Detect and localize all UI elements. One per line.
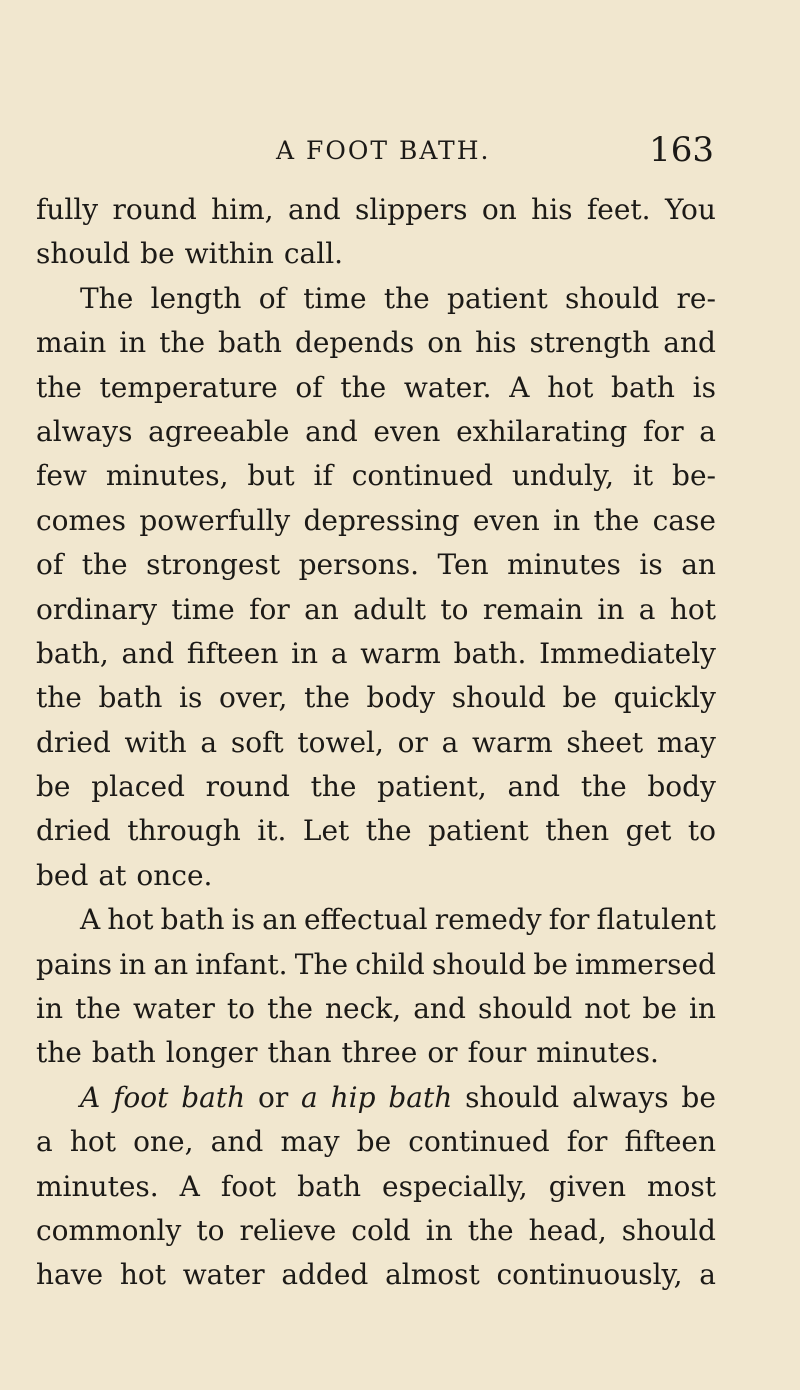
text-line: comes powerfully depressing even in the case xyxy=(36,503,716,537)
text-line: have hot water added almost continuously, a xyxy=(36,1258,716,1292)
text-line: The length of time the patient should re- xyxy=(80,281,716,315)
text-line: the temperature of the water. A hot bath is xyxy=(36,370,716,404)
text-line: the bath longer than three or four minutes. xyxy=(36,1036,659,1070)
text-line: bed at once. xyxy=(36,858,213,892)
text-line: A hot bath is an effectual remedy for flatulent xyxy=(80,903,716,937)
text-line: always agreeable and even exhilarating for a xyxy=(36,414,716,448)
text-line: few minutes, but if continued unduly, it be- xyxy=(36,459,716,493)
text-line: in the water to the neck, and should not be in xyxy=(36,992,716,1026)
text-line: of the strongest persons. Ten minutes is an xyxy=(36,548,716,582)
text-line: be placed round the patient, and the body xyxy=(36,770,716,804)
body-text xyxy=(36,188,716,1298)
text-line: dried through it. Let the patient then get to xyxy=(36,814,716,848)
text-line: ordinary time for an adult to remain in a hot xyxy=(36,592,716,626)
text-line: main in the bath depends on his strength and xyxy=(36,326,716,360)
text-line: fully round him, and slippers on his feet. You xyxy=(36,193,716,226)
text-line: dried with a soft towel, or a warm sheet may xyxy=(36,725,716,759)
text-line: pains in an infant. The child should be immersed xyxy=(36,947,716,981)
text-line: A foot bath or a hip bath should always be xyxy=(80,1080,716,1114)
text-line: a hot one, and may be continued for fifteen xyxy=(36,1125,716,1159)
text-line: minutes. A foot bath especially, given most xyxy=(36,1169,716,1203)
page-number: 163 xyxy=(649,130,714,170)
text-line: the bath is over, the body should be quickly xyxy=(36,681,716,715)
text-line: commonly to relieve cold in the head, should xyxy=(36,1213,716,1247)
running-head: A FOOT BATH. xyxy=(276,136,491,165)
page-header xyxy=(36,130,714,174)
text-line: should be within call. xyxy=(36,237,344,271)
text-line: bath, and fifteen in a warm bath. Immediately xyxy=(36,636,716,670)
